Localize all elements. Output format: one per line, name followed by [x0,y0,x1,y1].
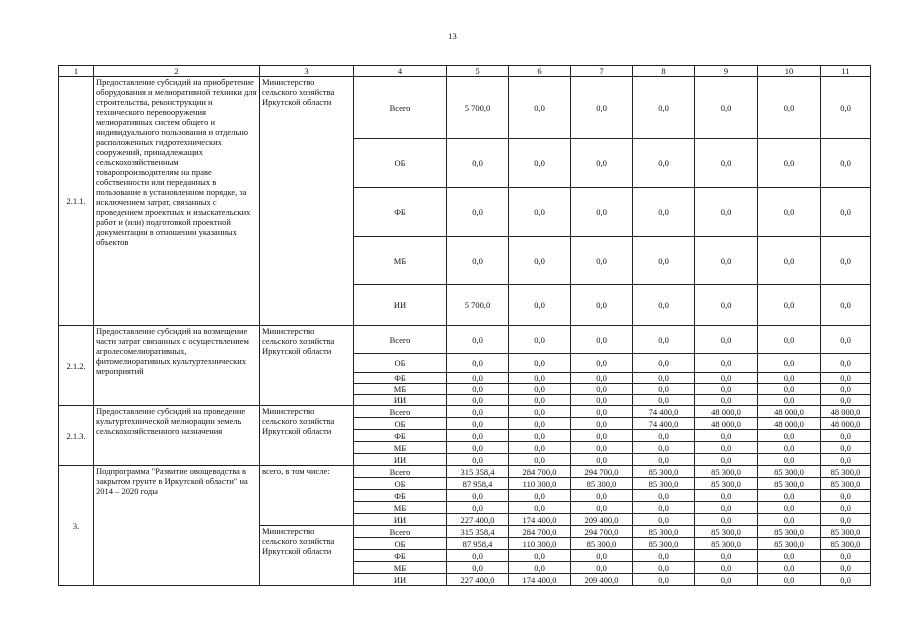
funding-source: ИИ [354,285,447,326]
value-cell: 0,0 [509,454,571,466]
funding-source: Всего [354,466,447,478]
value-cell: 0,0 [571,326,633,354]
value-cell: 0,0 [695,454,758,466]
value-cell: 0,0 [447,490,509,502]
value-cell: 0,0 [571,454,633,466]
value-cell: 0,0 [633,502,695,514]
value-cell: 0,0 [821,454,871,466]
value-cell: 110 300,0 [509,538,571,550]
item-number: 2.1.2. [59,326,94,406]
value-cell: 0,0 [633,285,695,326]
value-cell: 174 400,0 [509,514,571,526]
executor: Министерство сельского хозяйства Иркутской области [260,526,354,586]
value-cell: 0,0 [695,550,758,562]
value-cell: 48 000,0 [695,406,758,418]
value-cell: 0,0 [821,384,871,395]
value-cell: 0,0 [821,237,871,285]
value-cell: 0,0 [509,285,571,326]
value-cell: 0,0 [447,395,509,406]
page-number: 13 [448,31,457,41]
value-cell: 0,0 [695,562,758,574]
value-cell: 0,0 [571,418,633,430]
value-cell: 85 300,0 [821,466,871,478]
value-cell: 0,0 [633,395,695,406]
value-cell: 0,0 [758,502,821,514]
value-cell: 85 300,0 [633,466,695,478]
item-name: Подпрограмма "Развитие овощеводства в закрытом грунте в Иркутской области" на 2014 – 2020 годы [94,466,260,586]
value-cell: 0,0 [695,502,758,514]
funding-source: Всего [354,406,447,418]
funding-source: ИИ [354,514,447,526]
value-cell: 0,0 [758,326,821,354]
value-cell: 0,0 [695,442,758,454]
value-cell: 0,0 [633,514,695,526]
value-cell: 85 300,0 [821,526,871,538]
value-cell: 0,0 [509,373,571,384]
column-header: 1 [59,66,94,77]
value-cell: 0,0 [509,139,571,188]
value-cell: 48 000,0 [695,418,758,430]
item-number: 2.1.1. [59,77,94,326]
value-cell: 284 700,0 [509,466,571,478]
value-cell: 0,0 [758,442,821,454]
value-cell: 85 300,0 [633,478,695,490]
funding-source: Всего [354,526,447,538]
funding-source: МБ [354,502,447,514]
value-cell: 85 300,0 [695,526,758,538]
value-cell: 0,0 [571,354,633,373]
value-cell: 0,0 [821,574,871,586]
value-cell: 85 300,0 [695,466,758,478]
value-cell: 85 300,0 [695,478,758,490]
executor: Министерство сельского хозяйства Иркутской области [260,326,354,406]
value-cell: 0,0 [509,326,571,354]
value-cell: 0,0 [509,490,571,502]
item-number: 3. [59,466,94,586]
value-cell: 0,0 [695,514,758,526]
value-cell: 85 300,0 [758,526,821,538]
value-cell: 110 300,0 [509,478,571,490]
value-cell: 0,0 [633,384,695,395]
value-cell: 0,0 [758,490,821,502]
value-cell: 0,0 [695,237,758,285]
funding-source: ОБ [354,418,447,430]
value-cell: 315 358,4 [447,466,509,478]
value-cell: 0,0 [695,384,758,395]
value-cell: 0,0 [821,77,871,139]
value-cell: 0,0 [447,354,509,373]
value-cell: 0,0 [571,490,633,502]
budget-table [58,65,871,586]
value-cell: 0,0 [447,442,509,454]
value-cell: 0,0 [571,373,633,384]
value-cell: 0,0 [447,550,509,562]
item-name: Предоставление субсидий на возмещение части затрат связанных с осуществлением агролесомелиоративных, фитомелиоративных культуртехнических мероприятий [94,326,260,406]
value-cell: 0,0 [695,326,758,354]
funding-source: ФБ [354,550,447,562]
value-cell: 0,0 [758,373,821,384]
value-cell: 0,0 [571,562,633,574]
funding-source: ОБ [354,354,447,373]
value-cell: 85 300,0 [821,538,871,550]
value-cell: 0,0 [633,490,695,502]
value-cell: 0,0 [571,285,633,326]
value-cell: 85 300,0 [758,538,821,550]
value-cell: 0,0 [633,442,695,454]
value-cell: 0,0 [509,502,571,514]
value-cell: 0,0 [509,550,571,562]
executor: всего, в том числе: [260,466,354,526]
value-cell: 85 300,0 [571,538,633,550]
table-row [59,77,871,139]
value-cell: 0,0 [447,430,509,442]
value-cell: 0,0 [447,373,509,384]
value-cell: 0,0 [758,550,821,562]
value-cell: 0,0 [695,285,758,326]
column-header: 9 [695,66,758,77]
value-cell: 0,0 [509,562,571,574]
value-cell: 0,0 [571,406,633,418]
funding-source: ИИ [354,454,447,466]
value-cell: 0,0 [821,430,871,442]
funding-source: Всего [354,77,447,139]
funding-source: ФБ [354,430,447,442]
value-cell: 0,0 [571,550,633,562]
value-cell: 0,0 [695,490,758,502]
column-header: 2 [94,66,260,77]
table-row [59,326,871,354]
value-cell: 74 400,0 [633,406,695,418]
value-cell: 0,0 [633,237,695,285]
value-cell: 0,0 [447,502,509,514]
value-cell: 0,0 [758,395,821,406]
value-cell: 0,0 [509,395,571,406]
column-header: 7 [571,66,633,77]
value-cell: 85 300,0 [571,478,633,490]
funding-source: ФБ [354,490,447,502]
item-name: Предоставление субсидий на приобретение оборудования и мелиоративной техники для строительства, реконструкции и технического перевооружения мелиоративных систем общего и индивидуального пользования и отдельно расположенных гидротехнических сооружений, принадлежащих сельскохозяйственным товаропроизводителям на праве собственности или переданных в пользование в установленном порядке, за исключением затрат, связанных с проведением проектных и изыскательских работ и (или) подготовкой проектной документации в отношении указанных объектов [94,77,260,326]
value-cell: 0,0 [633,574,695,586]
value-cell: 0,0 [571,430,633,442]
value-cell: 0,0 [447,562,509,574]
value-cell: 0,0 [447,384,509,395]
value-cell: 5 700,0 [447,285,509,326]
funding-source: МБ [354,384,447,395]
value-cell: 85 300,0 [758,466,821,478]
value-cell: 227 400,0 [447,514,509,526]
value-cell: 0,0 [571,442,633,454]
funding-source: ОБ [354,478,447,490]
value-cell: 0,0 [695,188,758,237]
value-cell: 0,0 [447,454,509,466]
value-cell: 0,0 [758,77,821,139]
value-cell: 48 000,0 [821,406,871,418]
executor: Министерство сельского хозяйства Иркутской области [260,406,354,466]
value-cell: 0,0 [509,354,571,373]
value-cell: 0,0 [821,514,871,526]
value-cell: 0,0 [758,237,821,285]
value-cell: 87 958,4 [447,478,509,490]
value-cell: 0,0 [571,502,633,514]
value-cell: 0,0 [633,454,695,466]
funding-source: ОБ [354,538,447,550]
value-cell: 0,0 [633,354,695,373]
value-cell: 0,0 [758,454,821,466]
value-cell: 5 700,0 [447,77,509,139]
value-cell: 48 000,0 [821,418,871,430]
value-cell: 0,0 [821,188,871,237]
value-cell: 0,0 [695,395,758,406]
value-cell: 85 300,0 [821,478,871,490]
value-cell: 0,0 [758,574,821,586]
value-cell: 85 300,0 [695,538,758,550]
value-cell: 0,0 [509,442,571,454]
value-cell: 0,0 [447,326,509,354]
value-cell: 85 300,0 [758,478,821,490]
value-cell: 0,0 [758,354,821,373]
value-cell: 0,0 [633,326,695,354]
column-header: 3 [260,66,354,77]
value-cell: 0,0 [821,354,871,373]
value-cell: 0,0 [821,395,871,406]
value-cell: 0,0 [571,188,633,237]
value-cell: 0,0 [633,430,695,442]
column-header: 5 [447,66,509,77]
value-cell: 174 400,0 [509,574,571,586]
value-cell: 0,0 [633,562,695,574]
executor: Министерство сельского хозяйства Иркутской области [260,77,354,326]
value-cell: 0,0 [758,139,821,188]
value-cell: 284 700,0 [509,526,571,538]
value-cell: 0,0 [821,326,871,354]
column-header: 8 [633,66,695,77]
funding-source: МБ [354,442,447,454]
value-cell: 0,0 [821,285,871,326]
value-cell: 0,0 [509,430,571,442]
funding-source: ФБ [354,188,447,237]
value-cell: 0,0 [695,430,758,442]
value-cell: 85 300,0 [633,538,695,550]
value-cell: 48 000,0 [758,418,821,430]
column-header: 11 [821,66,871,77]
value-cell: 0,0 [509,384,571,395]
funding-source: ИИ [354,395,447,406]
value-cell: 0,0 [571,395,633,406]
funding-source: ФБ [354,373,447,384]
value-cell: 0,0 [633,550,695,562]
value-cell: 0,0 [571,237,633,285]
value-cell: 0,0 [633,188,695,237]
value-cell: 0,0 [821,562,871,574]
value-cell: 0,0 [758,285,821,326]
value-cell: 0,0 [509,406,571,418]
value-cell: 0,0 [758,514,821,526]
value-cell: 0,0 [695,77,758,139]
table-row [59,466,871,478]
item-number: 2.1.3. [59,406,94,466]
value-cell: 0,0 [633,139,695,188]
value-cell: 48 000,0 [758,406,821,418]
value-cell: 0,0 [821,373,871,384]
column-header: 4 [354,66,447,77]
column-header: 10 [758,66,821,77]
value-cell: 0,0 [821,502,871,514]
value-cell: 294 700,0 [571,526,633,538]
value-cell: 0,0 [758,188,821,237]
value-cell: 0,0 [447,139,509,188]
value-cell: 0,0 [447,418,509,430]
value-cell: 0,0 [633,77,695,139]
value-cell: 0,0 [758,384,821,395]
value-cell: 0,0 [447,188,509,237]
table-row [59,406,871,418]
value-cell: 0,0 [509,237,571,285]
value-cell: 315 358,4 [447,526,509,538]
funding-source: ОБ [354,139,447,188]
value-cell: 0,0 [571,384,633,395]
value-cell: 0,0 [821,550,871,562]
funding-source: МБ [354,237,447,285]
value-cell: 0,0 [571,139,633,188]
column-header: 6 [509,66,571,77]
value-cell: 0,0 [509,188,571,237]
value-cell: 0,0 [695,139,758,188]
funding-source: Всего [354,326,447,354]
value-cell: 0,0 [509,77,571,139]
item-name: Предоставление субсидий на проведение культуртехнической мелиорации земель сельскохозяйственного назначения [94,406,260,466]
value-cell: 0,0 [695,354,758,373]
funding-source: ИИ [354,574,447,586]
value-cell: 0,0 [821,490,871,502]
funding-source: МБ [354,562,447,574]
value-cell: 74 400,0 [633,418,695,430]
value-cell: 209 400,0 [571,514,633,526]
value-cell: 0,0 [695,574,758,586]
value-cell: 294 700,0 [571,466,633,478]
value-cell: 0,0 [821,442,871,454]
value-cell: 0,0 [695,373,758,384]
value-cell: 227 400,0 [447,574,509,586]
value-cell: 85 300,0 [633,526,695,538]
value-cell: 0,0 [758,562,821,574]
value-cell: 0,0 [821,139,871,188]
value-cell: 0,0 [509,418,571,430]
header-row [59,66,871,77]
value-cell: 0,0 [571,77,633,139]
value-cell: 0,0 [447,237,509,285]
value-cell: 0,0 [758,430,821,442]
value-cell: 0,0 [447,406,509,418]
value-cell: 209 400,0 [571,574,633,586]
value-cell: 87 958,4 [447,538,509,550]
value-cell: 0,0 [633,373,695,384]
